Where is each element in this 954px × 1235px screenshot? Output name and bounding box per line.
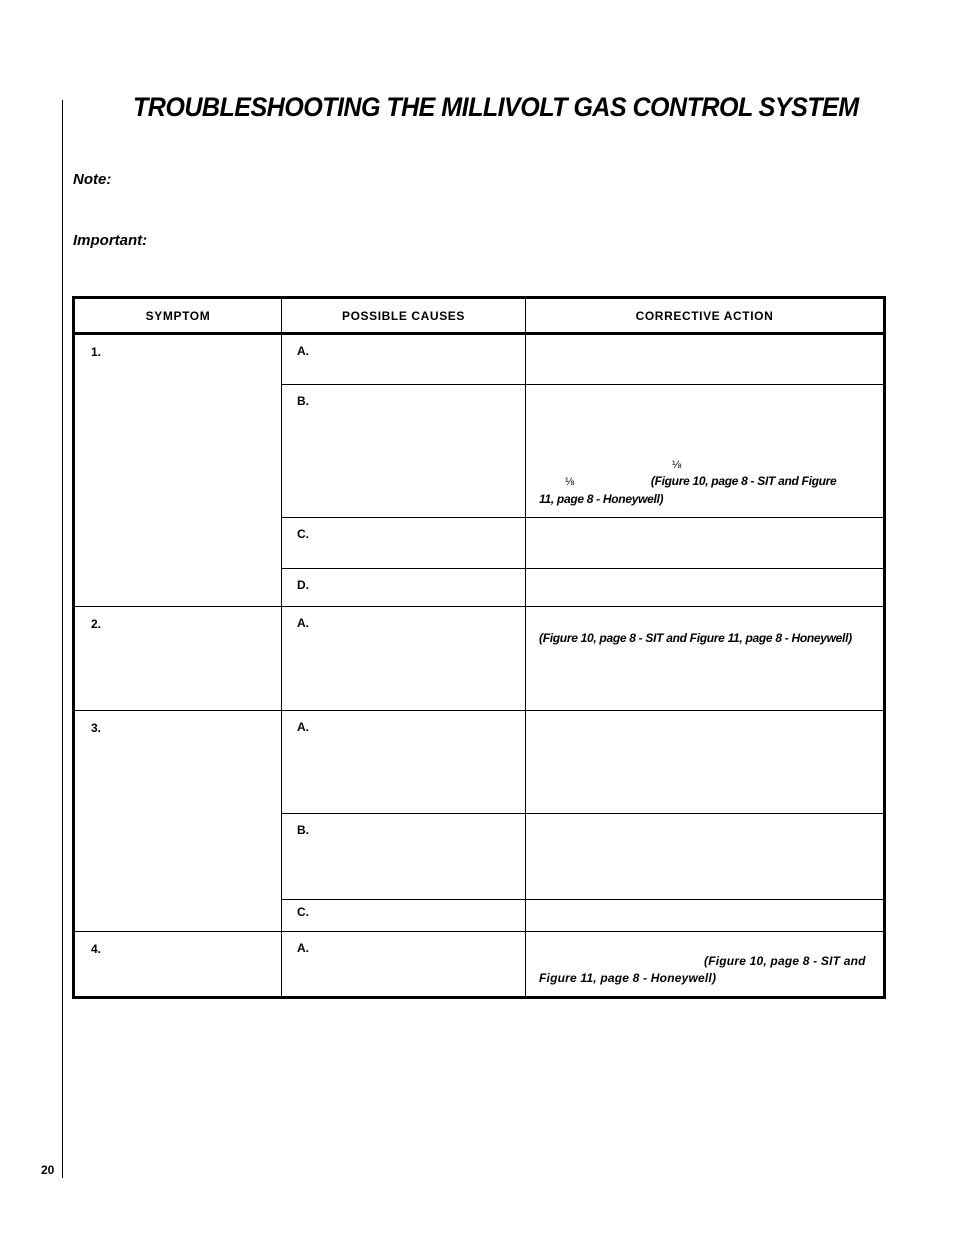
cause-cell: B.	[282, 814, 526, 900]
cause-cell: D.	[282, 569, 526, 607]
action-cell	[526, 932, 885, 998]
action-cell	[526, 334, 885, 385]
figure-reference	[539, 473, 871, 491]
table-row	[74, 711, 885, 814]
action-cell	[526, 569, 885, 607]
symptom-cell: 3.	[74, 711, 282, 932]
troubleshooting-table	[72, 296, 886, 999]
symptom-cell: 1.	[74, 334, 282, 607]
page-title: TROUBLESHOOTING THE MILLIVOLT GAS CONTROL SYSTEM	[133, 92, 859, 122]
table-header-row	[74, 298, 885, 334]
symptom-cell: 2.	[74, 607, 282, 711]
action-cell	[526, 385, 885, 518]
cause-cell: A.	[282, 334, 526, 385]
figure-reference-line: (Figure 10, page 8 - SIT and Figure	[650, 474, 837, 488]
fraction-text: ⅛	[672, 459, 682, 471]
table-row	[74, 334, 885, 385]
table-row	[74, 607, 885, 711]
note-label: Note:	[73, 171, 112, 188]
cause-cell: A.	[282, 932, 526, 998]
figure-reference-line: Figure 11, page 8 - Honeywell)	[539, 971, 717, 985]
fraction-text: ⅛	[565, 476, 574, 488]
important-label: Important:	[73, 232, 148, 249]
cause-cell: A.	[282, 711, 526, 814]
cause-cell: C.	[282, 900, 526, 932]
action-cell	[526, 900, 885, 932]
table-row	[74, 932, 885, 998]
header-corrective-action: CORRECTIVE ACTION	[526, 298, 885, 334]
symptom-cell: 4.	[74, 932, 282, 998]
header-symptom: SYMPTOM	[74, 298, 282, 334]
action-cell	[526, 518, 885, 569]
action-cell	[526, 711, 885, 814]
figure-reference-line: (Figure 10, page 8 - SIT and	[704, 954, 866, 968]
header-possible-causes: POSSIBLE CAUSES	[282, 298, 526, 334]
cause-cell: B.	[282, 385, 526, 518]
action-cell	[526, 814, 885, 900]
action-cell	[526, 607, 885, 711]
figure-reference: (Figure 10, page 8 - SIT and Figure 11, page 8 - Honeywell)	[539, 631, 852, 645]
figure-reference-line: 11, page 8 - Honeywell)	[539, 492, 664, 506]
cause-cell: C.	[282, 518, 526, 569]
margin-rule	[62, 100, 63, 1178]
page-number: 20	[41, 1163, 55, 1177]
cause-cell: A.	[282, 607, 526, 711]
